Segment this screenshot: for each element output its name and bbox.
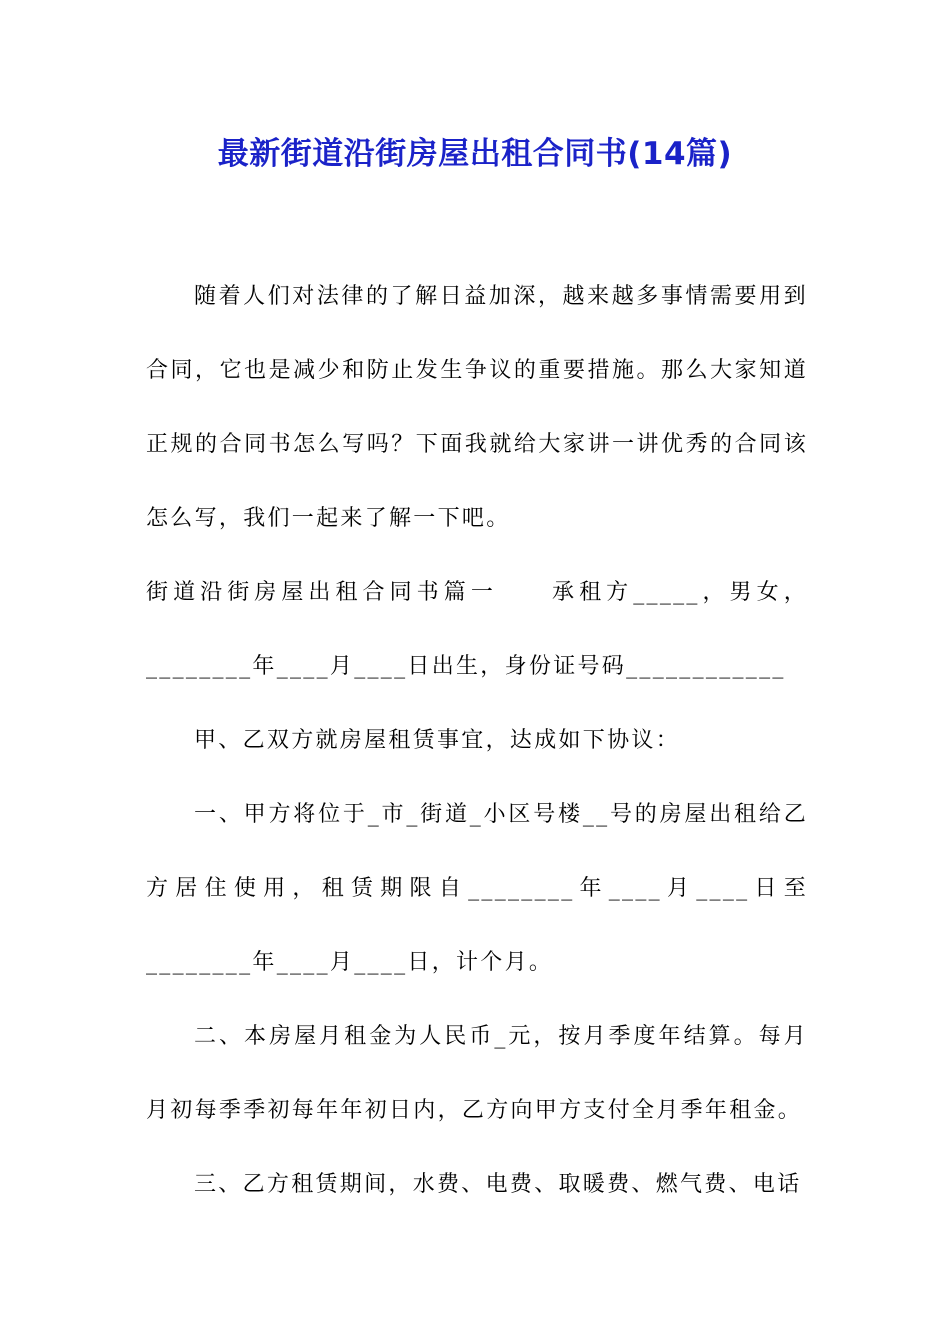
section-heading-paragraph: 街道沿街房屋出租合同书篇一 承租方_____，男女，________年____月____日出生，身份证号码____________ bbox=[146, 580, 808, 679]
intro-paragraph: 随着人们对法律的了解日益加深，越来越多事情需要用到合同，它也是减少和防止发生争议的重要措施。那么大家知道正规的合同书怎么写吗？下面我就给大家讲一讲优秀的合同该怎么写，我们一起来了解一下吧。 bbox=[146, 284, 808, 531]
clause-1-paragraph: 一、甲方将位于_市_街道_小区号楼__号的房屋出租给乙方居住使用，租赁期限自________年____月____日至________年____月____日，计个月。 bbox=[146, 802, 808, 975]
agreement-paragraph: 甲、乙双方就房屋租赁事宜，达成如下协议： bbox=[194, 728, 681, 753]
document-body bbox=[146, 260, 808, 1222]
clause-3-paragraph: 三、乙方租赁期间，水费、电费、取暖费、燃气费、电话 bbox=[194, 1172, 802, 1197]
document-title: 最新街道沿街房屋出租合同书(14篇) bbox=[217, 136, 733, 172]
clause-2-paragraph: 二、本房屋月租金为人民币_元，按月季度年结算。每月月初每季季初每年年初日内，乙方向甲方支付全月季年租金。 bbox=[146, 1024, 808, 1123]
